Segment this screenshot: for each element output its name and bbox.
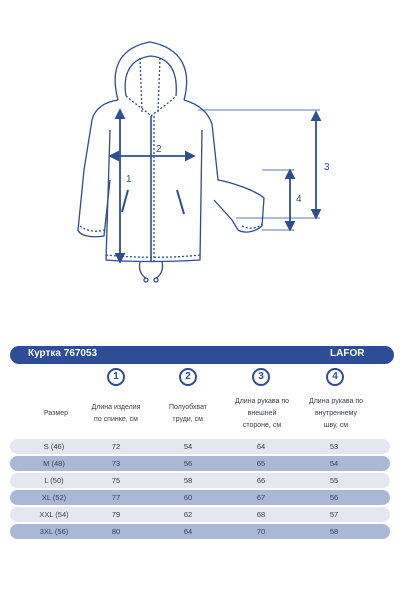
- cell-size: XXL (54): [39, 510, 69, 519]
- cell-sleeve-inner: 54: [329, 459, 339, 468]
- column-number-1: 1: [107, 368, 125, 386]
- header-sleeve-outer: Длина рукава по внешней стороне, см: [234, 398, 290, 429]
- cell-sleeve-outer: 68: [256, 510, 266, 519]
- cell-size: M (48): [43, 459, 65, 468]
- cell-length: 77: [111, 493, 121, 502]
- column-number-3: 3: [252, 368, 270, 386]
- brand-name: LAFOR: [330, 348, 365, 359]
- cell-chest: 56: [183, 459, 193, 468]
- header-size: Размер: [43, 410, 69, 417]
- cell-length: 75: [111, 476, 121, 485]
- cell-sleeve-outer: 65: [256, 459, 266, 468]
- table-row: [10, 507, 390, 522]
- header-sleeve-inner: Длина рукава по внутреннему шву, см: [308, 398, 364, 429]
- header-chest: Полуобхват груди, см: [168, 404, 208, 423]
- cell-size: XL (52): [41, 493, 67, 502]
- product-name: Куртка 767053: [28, 348, 98, 359]
- cell-sleeve-inner: 57: [329, 510, 339, 519]
- dimension-label-2: 2: [156, 144, 162, 155]
- cell-chest: 62: [183, 510, 193, 519]
- table-row: [10, 439, 390, 454]
- cell-chest: 58: [183, 476, 193, 485]
- table-row: [10, 524, 390, 539]
- cell-sleeve-inner: 58: [329, 527, 339, 536]
- cell-sleeve-inner: 56: [329, 493, 339, 502]
- title-bar: [10, 346, 394, 364]
- table-row: [10, 490, 390, 505]
- cell-size: 3XL (56): [39, 527, 69, 536]
- cell-sleeve-inner: 55: [329, 476, 339, 485]
- jacket-outline: [78, 42, 264, 282]
- dimension-label-1: 1: [126, 174, 132, 185]
- cell-length: 79: [111, 510, 121, 519]
- cell-sleeve-outer: 66: [256, 476, 266, 485]
- cell-chest: 64: [183, 527, 193, 536]
- cell-chest: 60: [183, 493, 193, 502]
- header-length: Длина изделия по спинке, см: [91, 404, 141, 423]
- cell-size: L (50): [44, 476, 64, 485]
- table-row: [10, 456, 390, 471]
- cell-sleeve-inner: 53: [329, 442, 339, 451]
- cell-sleeve-outer: 64: [256, 442, 266, 451]
- cell-length: 73: [111, 459, 121, 468]
- cell-length: 80: [111, 527, 121, 536]
- cell-length: 72: [111, 442, 121, 451]
- column-number-4: 4: [326, 368, 344, 386]
- column-number-2: 2: [179, 368, 197, 386]
- table-row: [10, 473, 390, 488]
- cell-chest: 54: [183, 442, 193, 451]
- cell-size: S (46): [43, 442, 65, 451]
- cell-sleeve-outer: 67: [256, 493, 266, 502]
- dimension-label-3: 3: [324, 162, 330, 173]
- cell-sleeve-outer: 70: [256, 527, 266, 536]
- dimension-label-4: 4: [296, 194, 302, 205]
